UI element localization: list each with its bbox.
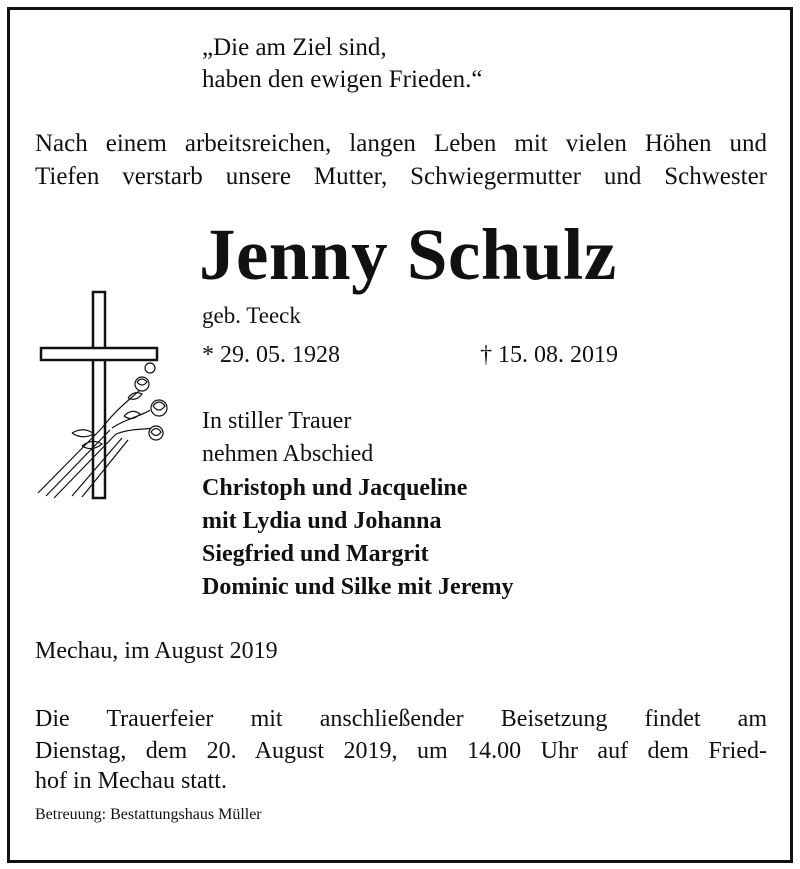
funeral-line-3: hof in Mechau statt. <box>35 768 227 794</box>
place-and-date: Mechau, im August 2019 <box>35 638 278 664</box>
cross-icon <box>32 288 182 503</box>
mourning-line-2: nehmen Abschied <box>202 441 374 467</box>
quote-line-2: haben den ewigen Frieden.“ <box>202 66 483 93</box>
funeral-home-credit: Betreuung: Bestattungshaus Müller <box>35 806 262 823</box>
deceased-name: Jenny Schulz <box>199 214 617 295</box>
death-date: † 15. 08. 2019 <box>480 342 618 368</box>
mourner-name: Christoph und Jacqueline <box>202 475 468 501</box>
maiden-name: geb. Teeck <box>202 303 301 328</box>
intro-line-2: Tiefen verstarb unsere Mutter, Schwiegermutter und Schwester <box>35 163 767 190</box>
funeral-line-1: Die Trauerfeier mit anschließender Beisetzung findet am <box>35 706 767 732</box>
funeral-line-2: Dienstag, dem 20. August 2019, um 14.00 Uhr auf dem Fried- <box>35 738 767 764</box>
birth-date: * 29. 05. 1928 <box>202 342 340 368</box>
intro-line-1: Nach einem arbeitsreichen, langen Leben mit vielen Höhen und <box>35 130 767 157</box>
mourner-name: mit Lydia und Johanna <box>202 508 442 534</box>
mourning-line-1: In stiller Trauer <box>202 408 352 434</box>
quote-line-1: „Die am Ziel sind, <box>202 34 387 61</box>
mourner-name: Dominic und Silke mit Jeremy <box>202 574 514 600</box>
mourner-name: Siegfried und Margrit <box>202 541 429 567</box>
quote <box>202 32 482 96</box>
